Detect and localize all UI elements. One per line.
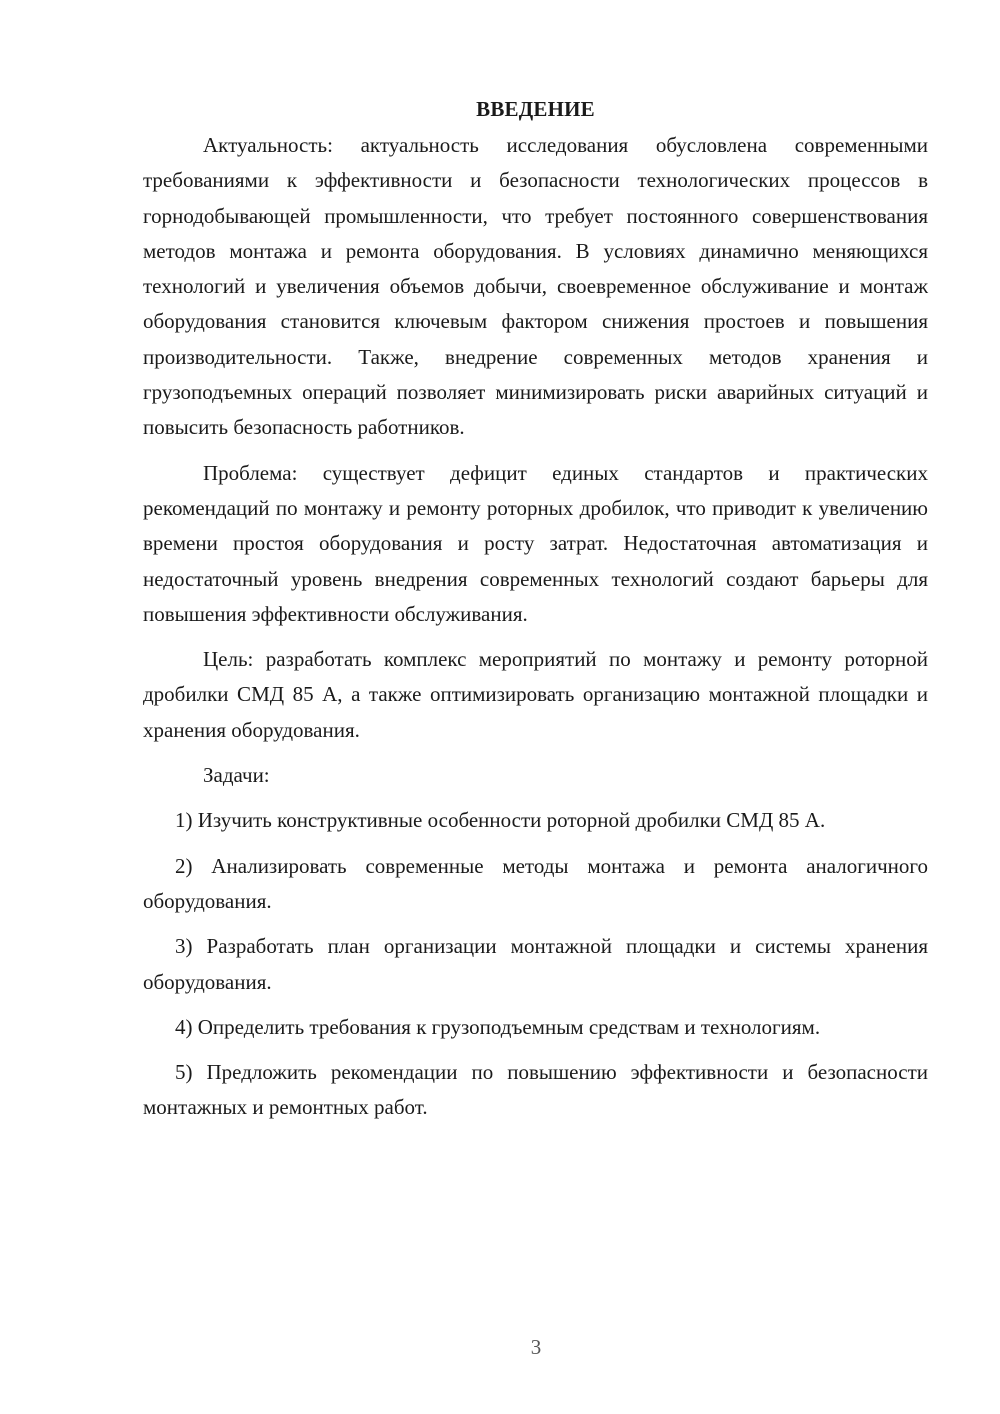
- paragraph-tasks-heading: Задачи:: [203, 763, 270, 788]
- paragraph-goal: Цель: разработать комплекс мероприятий по монтажу и ремонту роторной дробилки СМД 85 А, а также оптимизировать организацию монтажной площадки и хранения оборудования.: [143, 647, 928, 742]
- task-item-1: 1) Изучить конструктивные особенности роторной дробилки СМД 85 А.: [175, 808, 826, 833]
- task-item-3: 3) Разработать план организации монтажной площадки и системы хранения оборудования.: [143, 934, 928, 994]
- task-item-4: 4) Определить требования к грузоподъемным средствам и технологиям.: [175, 1014, 821, 1039]
- document-title: ВВЕДЕНИЕ: [476, 97, 595, 121]
- task-item-2: 2) Анализировать современные методы монтажа и ремонта аналогичного оборудования.: [143, 853, 928, 913]
- page-number: 3: [530, 1335, 542, 1359]
- document-page: [143, 92, 928, 1126]
- paragraph-relevance: Актуальность: актуальность исследования обусловлена современными требованиями к эффективности и безопасности технологических процессов в горнодобывающей промышленности, что требует постоянного совершенствования методов монтажа и ремонта оборудования. В условиях динамично меняющихся технологий и увеличения объемов добычи, своевременное обслуживание и монтаж оборудования становится ключевым фактором снижения простоев и повышения производительности. Также, внедрение современных методов хранения и грузоподъемных операций позволяет минимизировать риски аварийных ситуаций и повысить безопасность работников.: [143, 133, 928, 440]
- task-item-5: 5) Предложить рекомендации по повышению эффективности и безопасности монтажных и ремонтных работ.: [143, 1060, 928, 1120]
- paragraph-problem: Проблема: существует дефицит единых стандартов и практических рекомендаций по монтажу и ремонту роторных дробилок, что приводит к увеличению времени простоя оборудования и росту затрат. Недостаточная автоматизация и недостаточный уровень внедрения современных технологий создают барьеры для повышения эффективности обслуживания.: [143, 460, 928, 626]
